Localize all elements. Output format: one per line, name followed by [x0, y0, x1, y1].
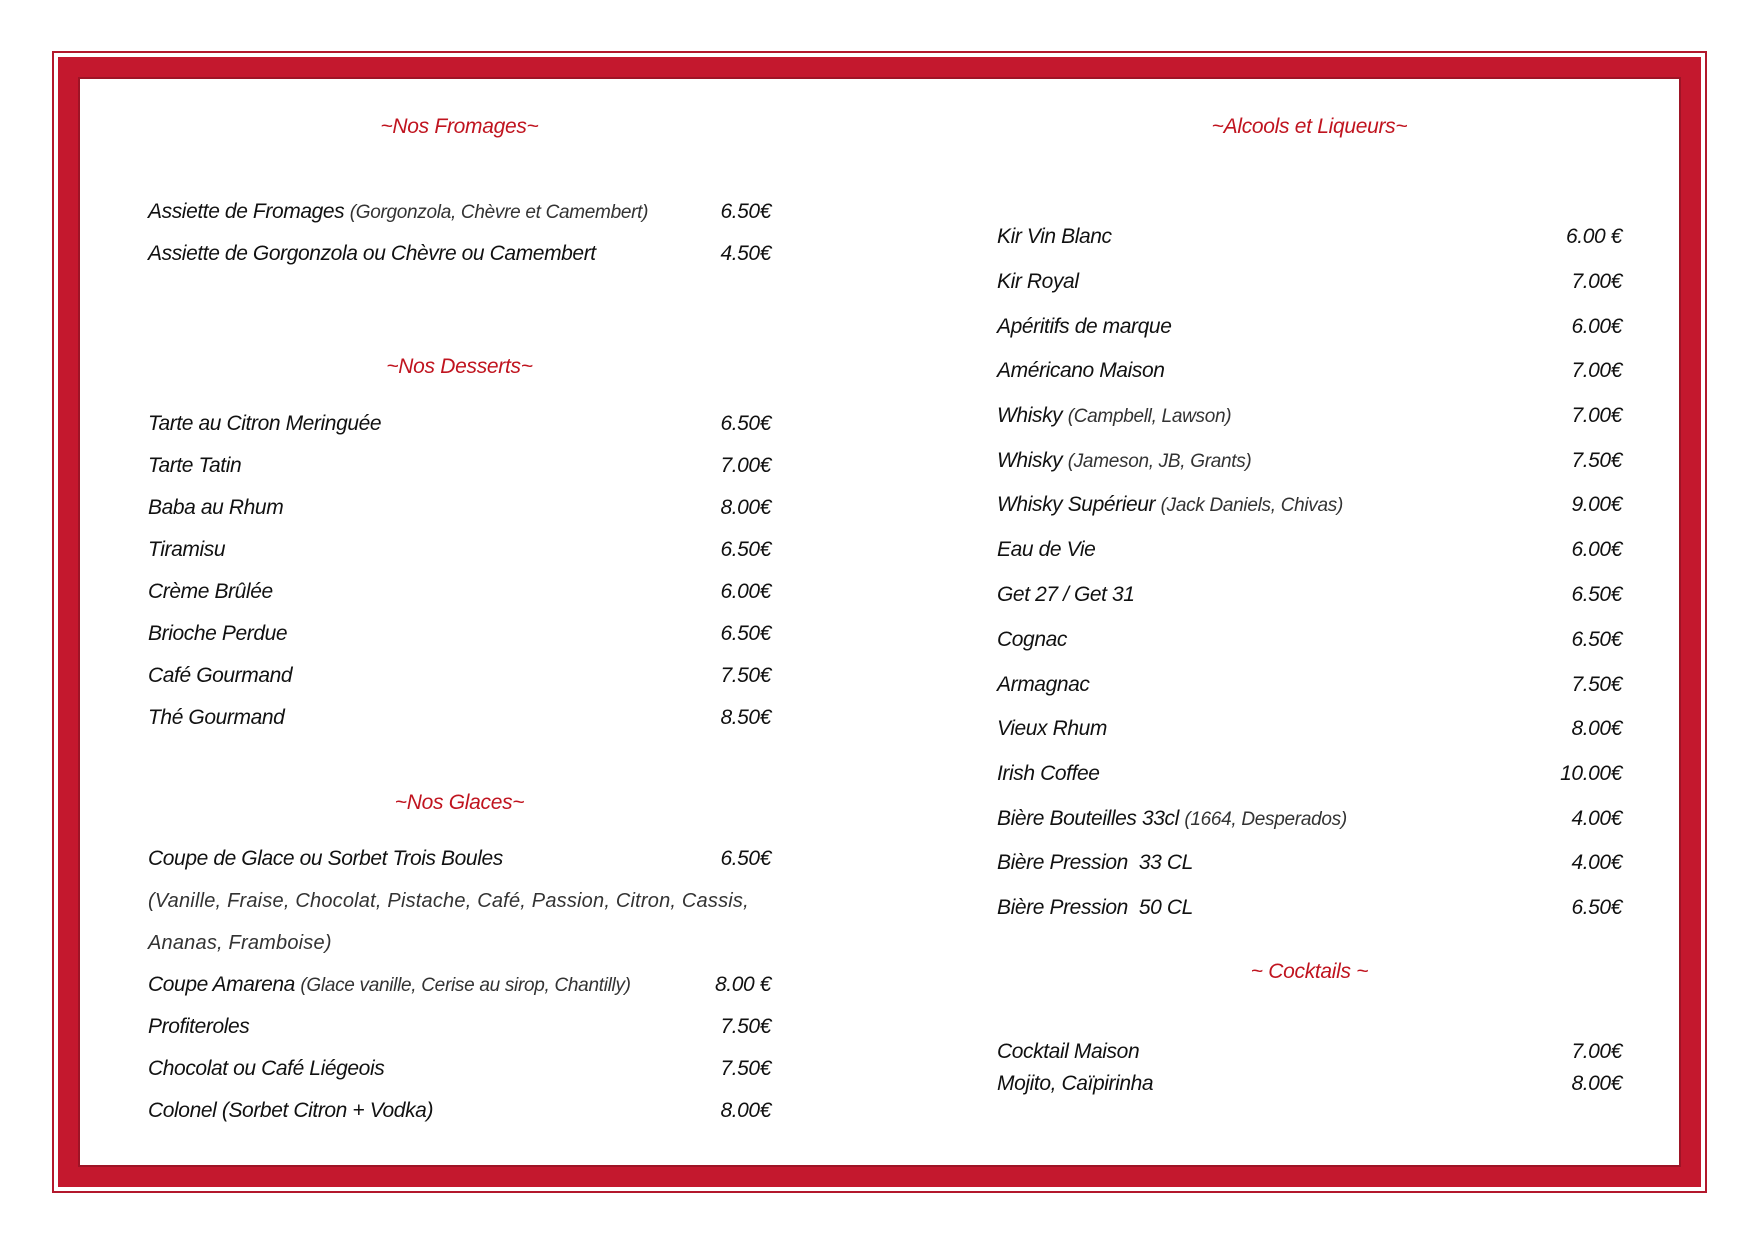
- menu-item: [148, 1099, 771, 1129]
- item-price: 8.00 €: [715, 973, 771, 996]
- menu-item: [997, 762, 1622, 792]
- menu-item: [997, 1040, 1622, 1070]
- item-name: Cocktail Maison: [997, 1040, 1140, 1063]
- item-price: 6.00 €: [1566, 225, 1622, 248]
- item-name: Thé Gourmand: [148, 706, 285, 729]
- item-price: 6.50€: [720, 622, 771, 645]
- menu-item: [148, 496, 771, 526]
- menu-item: [148, 242, 771, 272]
- menu-item: [997, 896, 1622, 926]
- item-price: 7.00€: [1571, 1040, 1622, 1063]
- menu-item: [997, 673, 1622, 703]
- item-name: Apéritifs de marque: [997, 315, 1172, 338]
- item-name: Cognac: [997, 628, 1067, 651]
- menu-item: [997, 583, 1622, 613]
- item-name: Brioche Perdue: [148, 622, 288, 645]
- item-price: 6.00€: [1571, 315, 1622, 338]
- item-name: [997, 449, 1251, 473]
- item-price: 7.00€: [1571, 404, 1622, 427]
- item-detail: (Glace vanille, Cerise au sirop, Chantilly): [300, 975, 631, 996]
- item-price: 9.00€: [1571, 493, 1622, 516]
- item-name: Irish Coffee: [997, 762, 1100, 785]
- menu-item: [148, 200, 771, 230]
- menu-item: [148, 538, 771, 568]
- item-name-text: Assiette de Fromages: [148, 200, 345, 223]
- item-name: Armagnac: [997, 673, 1090, 696]
- item-price: 4.50€: [720, 242, 771, 265]
- menu-item: [997, 493, 1622, 523]
- menu-item: [997, 538, 1622, 568]
- item-name: Américano Maison: [997, 359, 1165, 382]
- item-name: Bière Pression 50 CL: [997, 896, 1193, 919]
- item-name: [148, 973, 631, 997]
- item-name-text: Bière Bouteilles 33cl: [997, 807, 1179, 830]
- item-name: Tarte au Citron Meringuée: [148, 412, 382, 435]
- item-price: 8.00€: [1571, 717, 1622, 740]
- item-detail: (1664, Desperados): [1184, 809, 1347, 830]
- section-title-cocktails: ~ Cocktails ~: [1250, 960, 1369, 983]
- item-detail: (Jameson, JB, Grants): [1067, 451, 1252, 472]
- item-name-text: Whisky: [997, 449, 1063, 472]
- item-name-text: Whisky Supérieur: [997, 493, 1156, 516]
- item-name: Get 27 / Get 31: [997, 583, 1135, 606]
- menu-item: [997, 717, 1622, 747]
- menu-item: [148, 412, 771, 442]
- item-price: 7.00€: [720, 454, 771, 477]
- item-price: 6.50€: [720, 200, 771, 223]
- item-name: Mojito, Caïpirinha: [997, 1072, 1154, 1095]
- section-title-fromages: ~Nos Fromages~: [380, 115, 539, 138]
- item-price: 6.50€: [1571, 583, 1622, 606]
- item-price: 7.50€: [720, 1015, 771, 1038]
- menu-item: [997, 270, 1622, 300]
- item-price: 7.50€: [1571, 449, 1622, 472]
- item-name: Kir Royal: [997, 270, 1079, 293]
- menu-item: [148, 973, 771, 1003]
- item-name: Coupe de Glace ou Sorbet Trois Boules: [148, 847, 503, 870]
- menu-item: [148, 664, 771, 694]
- flavours-note: (Vanille, Fraise, Chocolat, Pistache, Café, Passion, Citron, Cassis,: [148, 890, 749, 912]
- item-name: Baba au Rhum: [148, 496, 284, 519]
- item-price: 6.00€: [720, 580, 771, 603]
- item-name: Chocolat ou Café Liégeois: [148, 1057, 385, 1080]
- item-name: Colonel (Sorbet Citron + Vodka): [148, 1099, 434, 1122]
- item-detail: (Campbell, Lawson): [1067, 406, 1232, 427]
- item-price: 4.00€: [1571, 807, 1622, 830]
- item-price: 6.50€: [1571, 896, 1622, 919]
- menu-item: [997, 1072, 1622, 1102]
- menu-item: [148, 1057, 771, 1087]
- item-name: Vieux Rhum: [997, 717, 1108, 740]
- item-detail: (Jack Daniels, Chivas): [1160, 495, 1343, 516]
- flavours-note: Ananas, Framboise): [148, 932, 332, 954]
- item-price: 4.00€: [1571, 851, 1622, 874]
- menu-item: [997, 628, 1622, 658]
- section-title-alcools: ~Alcools et Liqueurs~: [1211, 115, 1408, 138]
- item-name-text: Coupe Amarena: [148, 973, 295, 996]
- item-price: 6.50€: [720, 412, 771, 435]
- item-name: Tarte Tatin: [148, 454, 242, 477]
- menu-item: [148, 622, 771, 652]
- item-name: Café Gourmand: [148, 664, 293, 687]
- item-price: 7.50€: [720, 664, 771, 687]
- item-price: 7.00€: [1571, 270, 1622, 293]
- item-detail: (Gorgonzola, Chèvre et Camembert): [349, 202, 649, 223]
- item-price: 8.50€: [720, 706, 771, 729]
- section-title-glaces: ~Nos Glaces~: [394, 791, 525, 814]
- menu-item: [148, 580, 771, 610]
- item-price: 10.00€: [1560, 762, 1622, 785]
- item-name: Profiteroles: [148, 1015, 250, 1038]
- section-title-desserts: ~Nos Desserts~: [386, 355, 533, 378]
- item-name: Bière Pression 33 CL: [997, 851, 1193, 874]
- menu-item: [997, 225, 1622, 255]
- item-name: Kir Vin Blanc: [997, 225, 1112, 248]
- item-price: 7.50€: [1571, 673, 1622, 696]
- item-name: [148, 200, 648, 224]
- item-name: Assiette de Gorgonzola ou Chèvre ou Camembert: [148, 242, 596, 265]
- item-price: 6.50€: [720, 538, 771, 561]
- item-name: [997, 404, 1231, 428]
- item-price: 8.00€: [720, 496, 771, 519]
- item-price: 8.00€: [1571, 1072, 1622, 1095]
- item-price: 6.00€: [1571, 538, 1622, 561]
- item-name: [997, 807, 1347, 831]
- item-price: 8.00€: [720, 1099, 771, 1122]
- item-name: [997, 493, 1343, 517]
- item-price: 7.50€: [720, 1057, 771, 1080]
- menu-item: [148, 454, 771, 484]
- item-name: Tiramisu: [148, 538, 226, 561]
- item-name: Crème Brûlée: [148, 580, 273, 603]
- menu-item: [997, 851, 1622, 881]
- menu-item: [997, 404, 1622, 434]
- menu-item: [148, 706, 771, 736]
- menu-item: [148, 847, 771, 877]
- item-price: 6.50€: [1571, 628, 1622, 651]
- item-price: 7.00€: [1571, 359, 1622, 382]
- item-name: Eau de Vie: [997, 538, 1096, 561]
- item-name-text: Whisky: [997, 404, 1063, 427]
- menu-item: [997, 449, 1622, 479]
- menu-item: [997, 807, 1622, 837]
- menu-item: [997, 359, 1622, 389]
- item-price: 6.50€: [720, 847, 771, 870]
- menu-item: [997, 315, 1622, 345]
- menu-item: [148, 1015, 771, 1045]
